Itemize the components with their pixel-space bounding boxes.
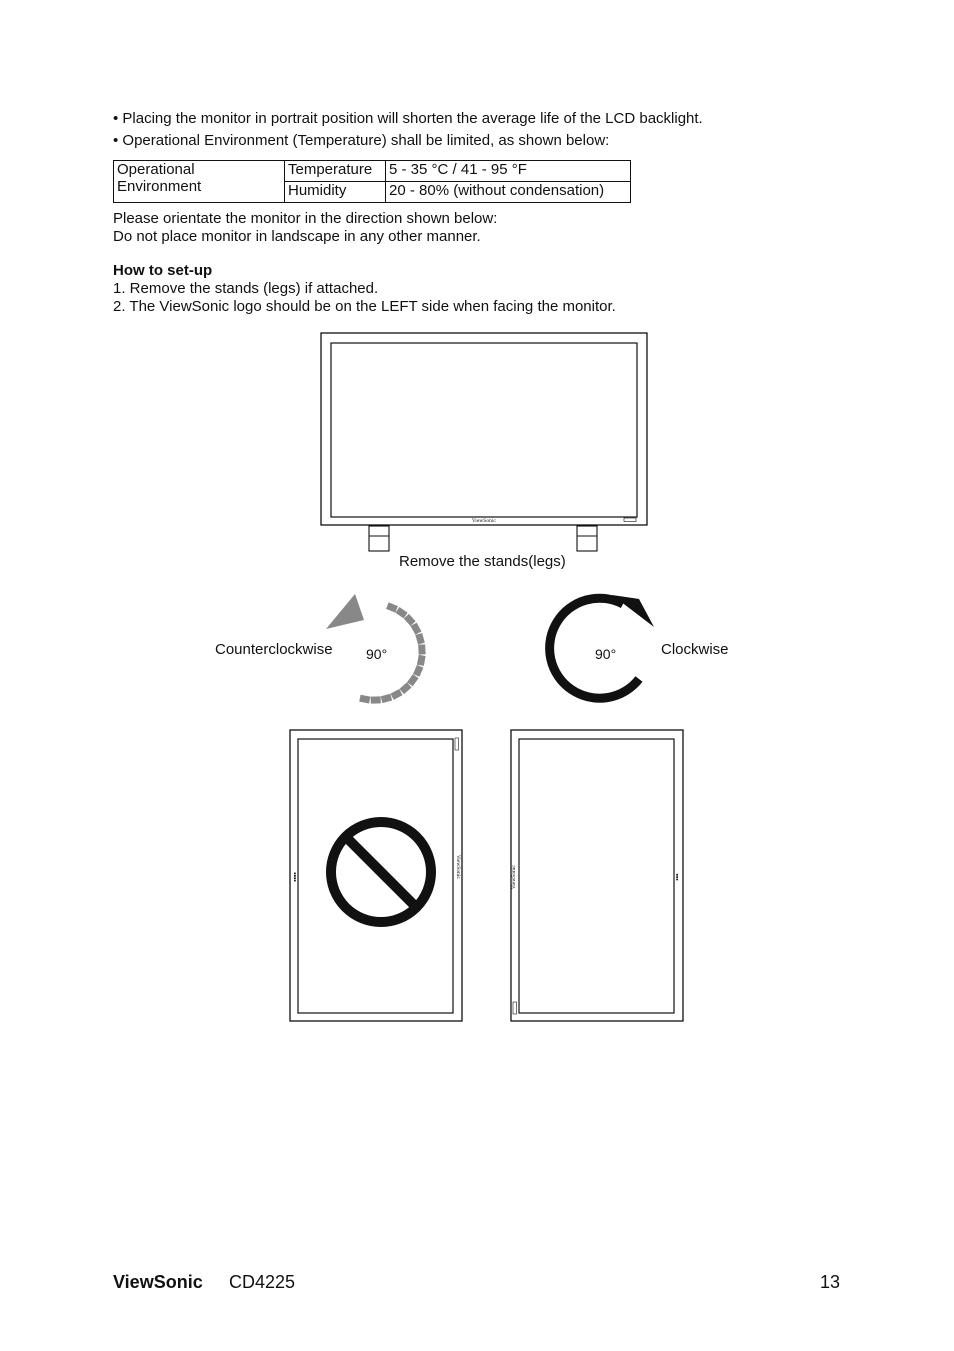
environment-table — [113, 160, 631, 203]
ccw-degree-label: 90° — [366, 646, 388, 662]
monitor-screen — [331, 343, 637, 517]
ccw-dash — [359, 695, 370, 704]
ccw-dash — [413, 665, 423, 677]
portrait-monitor-correct — [508, 727, 686, 1025]
humidity-label-cell: Humidity — [285, 182, 386, 203]
portrait-monitor-incorrect — [287, 727, 465, 1025]
setup-step-2: 2. The ViewSonic logo should be on the LEFT side when facing the monitor. — [113, 298, 616, 315]
row-header-line2: Environment — [117, 178, 202, 195]
bullet-backlight-warning: • Placing the monitor in portrait position will shorten the average life of the LCD backlight. — [113, 110, 703, 127]
setup-step-1: 1. Remove the stands (legs) if attached. — [113, 280, 379, 297]
ccw-dash — [404, 614, 416, 626]
monitor-logo: ViewSonic — [472, 519, 496, 524]
logo-left-side: ViewSonic — [512, 865, 517, 889]
cw-arrowhead — [612, 595, 654, 627]
ccw-dash — [371, 696, 381, 703]
humidity-value-cell: 20 - 80% (without condensation) — [386, 182, 631, 203]
clockwise-label: Clockwise — [661, 641, 729, 658]
bullet-environment-limit: • Operational Environment (Temperature) shall be limited, as shown below: — [113, 132, 610, 149]
svg-text:▪▪▪▪: ▪▪▪▪ — [293, 872, 297, 882]
table-row — [114, 161, 631, 182]
temperature-value-cell: 5 - 35 °C / 41 - 95 °F — [386, 161, 631, 182]
ccw-dash — [415, 633, 424, 645]
ccw-dash — [417, 655, 426, 666]
ccw-dash — [418, 644, 426, 654]
ccw-dash — [411, 623, 422, 635]
power-indicator — [624, 518, 636, 522]
monitor-bezel — [321, 333, 647, 525]
footer-model: CD4225 — [229, 1272, 296, 1292]
logo-right-side: ViewSonic — [455, 855, 460, 879]
page-number: 13 — [820, 1272, 841, 1292]
ccw-dash — [390, 689, 402, 700]
orientation-note-line2: Do not place monitor in landscape in any other manner. — [113, 228, 481, 245]
cw-degree-label: 90° — [595, 646, 617, 662]
landscape-monitor-illustration — [318, 330, 652, 556]
setup-heading: How to set-up — [113, 262, 213, 279]
remove-stands-caption: Remove the stands(legs) — [399, 553, 566, 570]
svg-text:▪▪▪: ▪▪▪ — [675, 873, 679, 881]
ccw-dash — [386, 602, 398, 612]
row-header-cell — [114, 161, 285, 203]
ccw-arrowhead — [326, 594, 364, 629]
stand-left — [369, 526, 389, 551]
stand-right — [577, 526, 597, 551]
ccw-dash — [381, 694, 392, 703]
orientation-note-line1: Please orientate the monitor in the direction shown below: — [113, 210, 498, 227]
counterclockwise-label: Counterclockwise — [215, 641, 333, 658]
footer-brand: ViewSonic — [113, 1272, 203, 1292]
temperature-label-cell: Temperature — [285, 161, 386, 182]
row-header-line1: Operational — [117, 161, 195, 178]
